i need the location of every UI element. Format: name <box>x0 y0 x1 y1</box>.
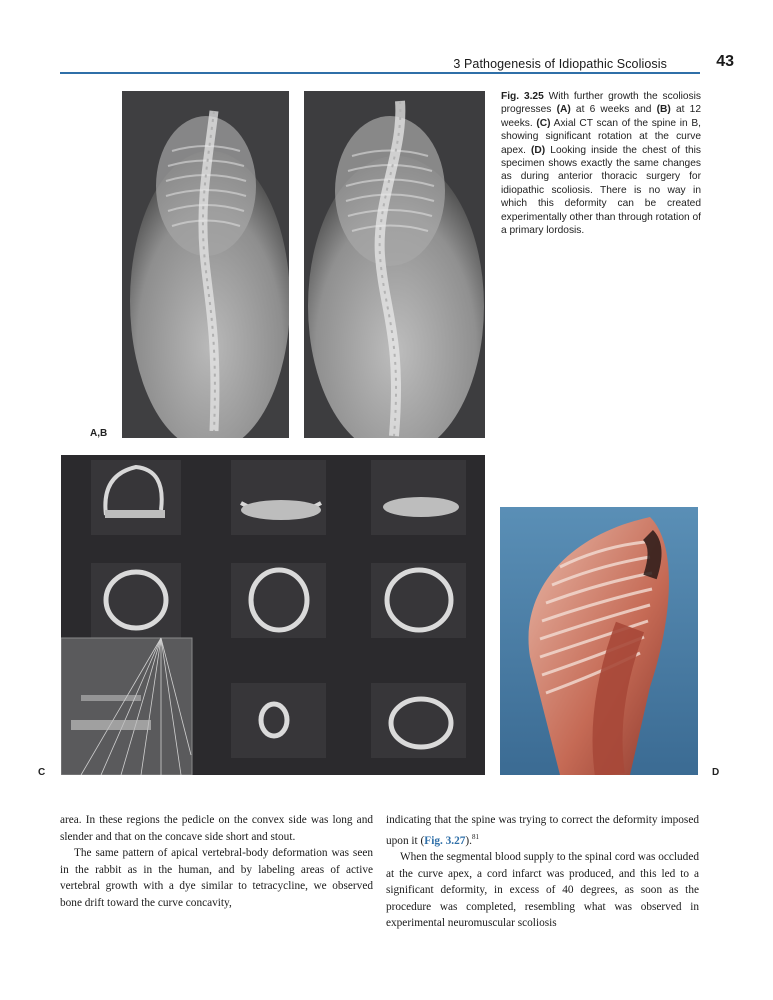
running-title: 3 Pathogenesis of Idiopathic Scoliosis <box>453 57 667 71</box>
caption-text-3: at 12 weeks. <box>501 104 701 129</box>
body-column-right <box>386 812 699 932</box>
panel-label-c: C <box>38 767 46 778</box>
caption-text-4: Axial CT scan of the spine in B, showing significant rotation at the curve apex. <box>501 117 701 156</box>
caption-ref-a: (A) <box>556 104 571 116</box>
panel-label-d: D <box>712 767 720 778</box>
body-text: indicating that the spine was trying to correct the deformity imposed upon it ( <box>386 814 699 847</box>
caption-text-1: With further growth the scoliosis progresses <box>501 91 702 116</box>
specimen-photo-d <box>500 507 698 775</box>
body-paragraph: area. In these regions the pedicle on the convex side was long and slender and that on the concave side short and stout. <box>60 814 373 843</box>
header-rule <box>60 72 700 74</box>
ct-scan-graphic <box>61 455 485 775</box>
panel-label-ab: A,B <box>90 428 108 439</box>
ct-scan-image-c <box>61 455 485 775</box>
caption-text-2: at 6 weeks and <box>570 104 657 116</box>
body-paragraph: When the segmental blood supply to the spinal cord was occluded at the curve apex, a cord infarct was produced, and this led to a significant deformity, in excess of 40 degrees, as soon as the procedure was completed, resembling what was observed in experimental neuromuscular scoliosis <box>386 850 699 930</box>
body-text: ). <box>465 834 472 847</box>
xray-a-graphic <box>122 91 289 438</box>
body-paragraph <box>386 812 699 849</box>
xray-image-b <box>304 91 485 438</box>
caption-figure-label: Fig. 3.25 <box>501 91 544 102</box>
body-column-left <box>60 812 373 912</box>
page-number: 43 <box>716 53 734 70</box>
body-paragraph: The same pattern of apical vertebral-body deformation was seen in the rabbit as in the human, and by labeling areas of active vertebral growth with a dye similar to tetracycline, we observed bone drift toward the curve concavity, <box>60 847 373 909</box>
xray-image-a <box>122 91 289 438</box>
figure-caption <box>501 90 701 237</box>
citation-superscript: 81 <box>472 832 479 841</box>
caption-ref-b: (B) <box>656 104 671 116</box>
caption-ref-c: (C) <box>536 117 551 129</box>
caption-ref-d: (D) <box>531 144 546 156</box>
caption-text-5: Looking inside the chest of this specimen shows exactly the same changes as during anterior thoracic surgery for idiopathic scoliosis. There is no way in which this deformity can be created experimentally other than through rotation of a primary lordosis. <box>501 144 701 237</box>
specimen-photo-graphic <box>500 507 698 775</box>
xray-b-graphic <box>304 91 485 438</box>
figure-reference-link[interactable]: Fig. 3.27 <box>424 834 466 847</box>
